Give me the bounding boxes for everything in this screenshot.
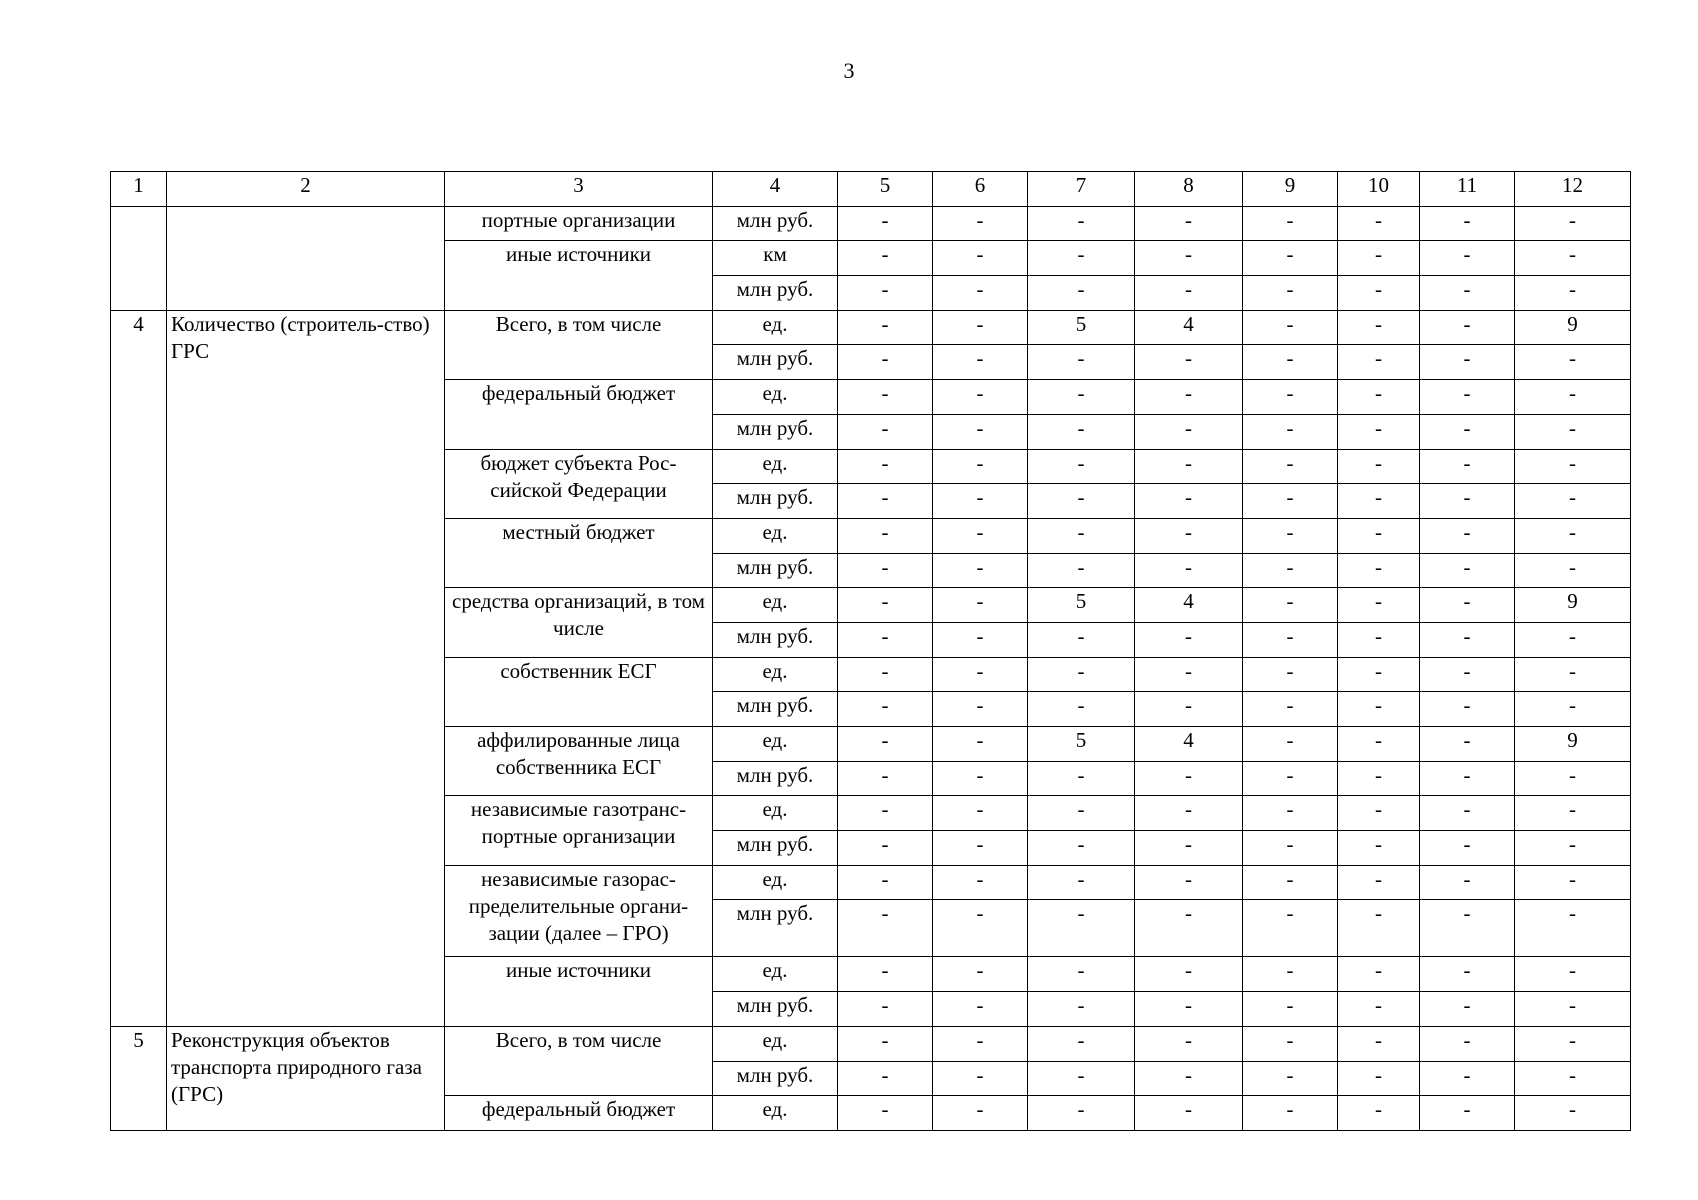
value-cell: - bbox=[1243, 1096, 1338, 1131]
value-cell: - bbox=[1338, 796, 1420, 831]
value-cell: - bbox=[838, 310, 933, 345]
header-cell: 6 bbox=[933, 172, 1028, 207]
value-cell: - bbox=[1135, 414, 1243, 449]
value-cell: - bbox=[838, 865, 933, 900]
value-cell: - bbox=[838, 241, 933, 276]
value-cell: - bbox=[1028, 831, 1135, 866]
value-cell: - bbox=[1028, 345, 1135, 380]
unit-cell: ед. bbox=[713, 1096, 838, 1131]
funding-source: бюджет субъекта Рос-сийской Федерации bbox=[445, 449, 713, 518]
header-cell: 4 bbox=[713, 172, 838, 207]
value-cell: - bbox=[933, 622, 1028, 657]
value-cell: - bbox=[1515, 414, 1631, 449]
value-cell: - bbox=[1515, 449, 1631, 484]
value-cell: - bbox=[838, 1096, 933, 1131]
funding-source: местный бюджет bbox=[445, 518, 713, 587]
value-cell: - bbox=[1338, 727, 1420, 762]
value-cell: - bbox=[1243, 345, 1338, 380]
value-cell: - bbox=[1420, 1061, 1515, 1096]
value-cell: - bbox=[1028, 622, 1135, 657]
value-cell: - bbox=[1135, 957, 1243, 992]
value-cell: - bbox=[1028, 1026, 1135, 1061]
value-cell: - bbox=[1420, 380, 1515, 415]
value-cell: - bbox=[1028, 518, 1135, 553]
value-cell: - bbox=[933, 1096, 1028, 1131]
value-cell: - bbox=[1243, 206, 1338, 241]
unit-cell: млн руб. bbox=[713, 553, 838, 588]
value-cell: - bbox=[838, 992, 933, 1027]
value-cell: - bbox=[1135, 761, 1243, 796]
value-cell: - bbox=[1515, 206, 1631, 241]
header-cell: 10 bbox=[1338, 172, 1420, 207]
value-cell: - bbox=[1338, 484, 1420, 519]
unit-cell: ед. bbox=[713, 657, 838, 692]
value-cell: - bbox=[1135, 241, 1243, 276]
value-cell: 4 bbox=[1135, 727, 1243, 762]
value-cell: - bbox=[933, 449, 1028, 484]
unit-cell: ед. bbox=[713, 1026, 838, 1061]
value-cell: - bbox=[933, 276, 1028, 311]
value-cell: 4 bbox=[1135, 310, 1243, 345]
value-cell: - bbox=[1028, 957, 1135, 992]
header-cell: 5 bbox=[838, 172, 933, 207]
value-cell: - bbox=[1420, 276, 1515, 311]
data-table bbox=[110, 171, 1631, 1131]
value-cell: - bbox=[1338, 1061, 1420, 1096]
value-cell: - bbox=[933, 588, 1028, 623]
value-cell: - bbox=[933, 241, 1028, 276]
value-cell: - bbox=[1515, 831, 1631, 866]
value-cell: - bbox=[1420, 657, 1515, 692]
value-cell: - bbox=[933, 518, 1028, 553]
value-cell: - bbox=[838, 206, 933, 241]
value-cell: - bbox=[838, 518, 933, 553]
table-row bbox=[111, 206, 1631, 241]
value-cell: - bbox=[1028, 241, 1135, 276]
value-cell: - bbox=[1338, 957, 1420, 992]
value-cell: - bbox=[1243, 380, 1338, 415]
value-cell: - bbox=[1243, 414, 1338, 449]
value-cell: - bbox=[1243, 727, 1338, 762]
value-cell: - bbox=[1135, 1061, 1243, 1096]
value-cell: - bbox=[1515, 622, 1631, 657]
funding-source: портные организации bbox=[445, 206, 713, 241]
value-cell: - bbox=[1420, 518, 1515, 553]
value-cell: - bbox=[1338, 865, 1420, 900]
value-cell: - bbox=[1028, 553, 1135, 588]
value-cell: - bbox=[1135, 276, 1243, 311]
value-cell: - bbox=[1515, 992, 1631, 1027]
value-cell: - bbox=[1135, 796, 1243, 831]
value-cell: - bbox=[838, 380, 933, 415]
unit-cell: млн руб. bbox=[713, 276, 838, 311]
header-cell: 2 bbox=[167, 172, 445, 207]
value-cell: - bbox=[1028, 484, 1135, 519]
header-cell: 1 bbox=[111, 172, 167, 207]
value-cell: - bbox=[1028, 380, 1135, 415]
value-cell: - bbox=[1243, 796, 1338, 831]
table-row bbox=[111, 1026, 1631, 1061]
value-cell: - bbox=[1028, 1061, 1135, 1096]
value-cell: - bbox=[1243, 1061, 1338, 1096]
value-cell: - bbox=[1338, 1096, 1420, 1131]
value-cell: - bbox=[1135, 900, 1243, 957]
value-cell: - bbox=[1420, 865, 1515, 900]
unit-cell: ед. bbox=[713, 518, 838, 553]
funding-source: собственник ЕСГ bbox=[445, 657, 713, 726]
value-cell: - bbox=[1420, 727, 1515, 762]
value-cell: - bbox=[1338, 380, 1420, 415]
value-cell: - bbox=[1243, 276, 1338, 311]
value-cell: - bbox=[1338, 553, 1420, 588]
header-cell: 8 bbox=[1135, 172, 1243, 207]
value-cell: - bbox=[1135, 692, 1243, 727]
value-cell: - bbox=[1243, 241, 1338, 276]
value-cell: - bbox=[838, 345, 933, 380]
value-cell: - bbox=[933, 831, 1028, 866]
value-cell: - bbox=[1515, 796, 1631, 831]
unit-cell: ед. bbox=[713, 796, 838, 831]
value-cell: - bbox=[1243, 310, 1338, 345]
value-cell: - bbox=[1028, 692, 1135, 727]
value-cell: - bbox=[1515, 657, 1631, 692]
value-cell: - bbox=[1338, 761, 1420, 796]
unit-cell: ед. bbox=[713, 727, 838, 762]
unit-cell: ед. bbox=[713, 957, 838, 992]
value-cell: - bbox=[933, 761, 1028, 796]
value-cell: - bbox=[838, 761, 933, 796]
header-cell: 9 bbox=[1243, 172, 1338, 207]
value-cell: - bbox=[1243, 761, 1338, 796]
unit-cell: км bbox=[713, 241, 838, 276]
value-cell: - bbox=[1028, 276, 1135, 311]
value-cell: - bbox=[838, 900, 933, 957]
value-cell: - bbox=[1243, 449, 1338, 484]
value-cell: - bbox=[838, 588, 933, 623]
value-cell: - bbox=[1135, 622, 1243, 657]
value-cell: - bbox=[1420, 241, 1515, 276]
value-cell: - bbox=[1135, 831, 1243, 866]
value-cell: - bbox=[1515, 553, 1631, 588]
value-cell: - bbox=[1028, 796, 1135, 831]
value-cell: - bbox=[1243, 865, 1338, 900]
value-cell: - bbox=[1243, 484, 1338, 519]
value-cell: - bbox=[1420, 449, 1515, 484]
value-cell: - bbox=[1338, 345, 1420, 380]
unit-cell: ед. bbox=[713, 865, 838, 900]
value-cell: - bbox=[1338, 414, 1420, 449]
value-cell: - bbox=[838, 692, 933, 727]
header-cell: 3 bbox=[445, 172, 713, 207]
header-cell: 7 bbox=[1028, 172, 1135, 207]
value-cell: - bbox=[1420, 992, 1515, 1027]
value-cell: - bbox=[1028, 900, 1135, 957]
value-cell: - bbox=[1420, 957, 1515, 992]
value-cell: - bbox=[1420, 345, 1515, 380]
value-cell: - bbox=[933, 553, 1028, 588]
value-cell: - bbox=[1243, 622, 1338, 657]
unit-cell: млн руб. bbox=[713, 992, 838, 1027]
unit-cell: ед. bbox=[713, 449, 838, 484]
value-cell: - bbox=[1338, 588, 1420, 623]
value-cell: - bbox=[933, 727, 1028, 762]
value-cell: - bbox=[1420, 831, 1515, 866]
value-cell: - bbox=[1515, 380, 1631, 415]
value-cell: - bbox=[1515, 761, 1631, 796]
value-cell: 4 bbox=[1135, 588, 1243, 623]
value-cell: - bbox=[838, 727, 933, 762]
value-cell: - bbox=[838, 1026, 933, 1061]
value-cell: - bbox=[838, 957, 933, 992]
unit-cell: ед. bbox=[713, 380, 838, 415]
value-cell: - bbox=[1338, 692, 1420, 727]
row-number: 4 bbox=[111, 310, 167, 1026]
value-cell: - bbox=[1135, 484, 1243, 519]
table-row bbox=[111, 310, 1631, 345]
value-cell: - bbox=[933, 484, 1028, 519]
value-cell: 9 bbox=[1515, 310, 1631, 345]
unit-cell: млн руб. bbox=[713, 345, 838, 380]
funding-source: Всего, в том числе bbox=[445, 1026, 713, 1095]
value-cell: - bbox=[1135, 657, 1243, 692]
value-cell: - bbox=[933, 1061, 1028, 1096]
value-cell: - bbox=[1028, 657, 1135, 692]
value-cell: - bbox=[1420, 553, 1515, 588]
funding-source: аффилированные лица собственника ЕСГ bbox=[445, 727, 713, 796]
value-cell: - bbox=[1420, 796, 1515, 831]
value-cell: - bbox=[1028, 206, 1135, 241]
value-cell: - bbox=[1028, 865, 1135, 900]
value-cell: - bbox=[1028, 414, 1135, 449]
value-cell: - bbox=[1515, 957, 1631, 992]
funding-source: независимые газорас-пределительные органи-зации (далее – ГРО) bbox=[445, 865, 713, 957]
value-cell: - bbox=[1515, 276, 1631, 311]
row-number: 5 bbox=[111, 1026, 167, 1130]
value-cell: - bbox=[1338, 622, 1420, 657]
funding-source: иные источники bbox=[445, 241, 713, 310]
value-cell: - bbox=[1515, 865, 1631, 900]
value-cell: - bbox=[1338, 241, 1420, 276]
value-cell: - bbox=[1135, 865, 1243, 900]
value-cell: - bbox=[1135, 345, 1243, 380]
header-row bbox=[111, 172, 1631, 207]
value-cell: - bbox=[1243, 692, 1338, 727]
value-cell: - bbox=[1135, 992, 1243, 1027]
value-cell: - bbox=[1515, 1096, 1631, 1131]
value-cell: - bbox=[838, 449, 933, 484]
value-cell: - bbox=[1338, 831, 1420, 866]
unit-cell: млн руб. bbox=[713, 622, 838, 657]
value-cell: - bbox=[1515, 900, 1631, 957]
value-cell: - bbox=[1420, 1026, 1515, 1061]
value-cell: 5 bbox=[1028, 727, 1135, 762]
value-cell: - bbox=[1420, 900, 1515, 957]
value-cell: - bbox=[1338, 449, 1420, 484]
value-cell: - bbox=[1420, 761, 1515, 796]
indicator-name: Реконструкция объектов транспорта природного газа (ГРС) bbox=[167, 1026, 445, 1130]
value-cell: - bbox=[933, 657, 1028, 692]
value-cell: - bbox=[1135, 1026, 1243, 1061]
value-cell: - bbox=[1420, 588, 1515, 623]
funding-source: средства организаций, в том числе bbox=[445, 588, 713, 657]
value-cell: - bbox=[1338, 206, 1420, 241]
value-cell: - bbox=[1135, 553, 1243, 588]
value-cell: - bbox=[933, 206, 1028, 241]
value-cell: 9 bbox=[1515, 727, 1631, 762]
value-cell: - bbox=[1420, 1096, 1515, 1131]
funding-source: федеральный бюджет bbox=[445, 380, 713, 449]
value-cell: - bbox=[1338, 657, 1420, 692]
value-cell: - bbox=[1338, 992, 1420, 1027]
unit-cell: млн руб. bbox=[713, 414, 838, 449]
unit-cell: млн руб. bbox=[713, 900, 838, 957]
value-cell: - bbox=[1515, 1061, 1631, 1096]
value-cell: - bbox=[1243, 588, 1338, 623]
value-cell: - bbox=[933, 310, 1028, 345]
value-cell: - bbox=[1515, 692, 1631, 727]
unit-cell: ед. bbox=[713, 310, 838, 345]
value-cell: - bbox=[1135, 449, 1243, 484]
indicator-name: Количество (строитель-ство) ГРС bbox=[167, 310, 445, 1026]
unit-cell: млн руб. bbox=[713, 692, 838, 727]
value-cell: - bbox=[1515, 518, 1631, 553]
value-cell: - bbox=[1135, 1096, 1243, 1131]
value-cell: - bbox=[1243, 518, 1338, 553]
value-cell: - bbox=[838, 414, 933, 449]
value-cell: - bbox=[1028, 1096, 1135, 1131]
value-cell: - bbox=[838, 1061, 933, 1096]
value-cell: 5 bbox=[1028, 310, 1135, 345]
value-cell: - bbox=[933, 414, 1028, 449]
value-cell: - bbox=[1515, 1026, 1631, 1061]
value-cell: - bbox=[1243, 831, 1338, 866]
value-cell: - bbox=[1420, 622, 1515, 657]
funding-source: независимые газотранс-портные организации bbox=[445, 796, 713, 865]
value-cell: - bbox=[1515, 484, 1631, 519]
unit-cell: ед. bbox=[713, 588, 838, 623]
unit-cell: млн руб. bbox=[713, 761, 838, 796]
value-cell: - bbox=[1135, 518, 1243, 553]
value-cell: - bbox=[838, 657, 933, 692]
value-cell: - bbox=[838, 553, 933, 588]
value-cell: - bbox=[1243, 657, 1338, 692]
value-cell: - bbox=[933, 1026, 1028, 1061]
value-cell: - bbox=[1515, 345, 1631, 380]
value-cell: - bbox=[1338, 1026, 1420, 1061]
value-cell: - bbox=[1338, 900, 1420, 957]
header-cell: 11 bbox=[1420, 172, 1515, 207]
value-cell: - bbox=[1028, 761, 1135, 796]
unit-cell: млн руб. bbox=[713, 1061, 838, 1096]
value-cell: - bbox=[933, 957, 1028, 992]
header-cell: 12 bbox=[1515, 172, 1631, 207]
value-cell: - bbox=[1135, 206, 1243, 241]
value-cell: - bbox=[838, 622, 933, 657]
value-cell: - bbox=[933, 692, 1028, 727]
value-cell: - bbox=[933, 796, 1028, 831]
indicator-name bbox=[167, 206, 445, 310]
value-cell: - bbox=[933, 345, 1028, 380]
value-cell: - bbox=[1420, 310, 1515, 345]
value-cell: - bbox=[1420, 206, 1515, 241]
value-cell: - bbox=[838, 796, 933, 831]
value-cell: - bbox=[838, 831, 933, 866]
value-cell: - bbox=[1243, 900, 1338, 957]
value-cell: - bbox=[1420, 414, 1515, 449]
funding-source: иные источники bbox=[445, 957, 713, 1026]
value-cell: - bbox=[1420, 692, 1515, 727]
value-cell: - bbox=[933, 865, 1028, 900]
value-cell: - bbox=[838, 484, 933, 519]
funding-source: федеральный бюджет bbox=[445, 1096, 713, 1131]
value-cell: - bbox=[1028, 992, 1135, 1027]
value-cell: - bbox=[933, 380, 1028, 415]
unit-cell: млн руб. bbox=[713, 831, 838, 866]
value-cell: 5 bbox=[1028, 588, 1135, 623]
value-cell: - bbox=[1028, 449, 1135, 484]
unit-cell: млн руб. bbox=[713, 484, 838, 519]
value-cell: - bbox=[1515, 241, 1631, 276]
value-cell: - bbox=[1420, 484, 1515, 519]
value-cell: - bbox=[1243, 1026, 1338, 1061]
value-cell: - bbox=[933, 992, 1028, 1027]
unit-cell: млн руб. bbox=[713, 206, 838, 241]
funding-source: Всего, в том числе bbox=[445, 310, 713, 379]
value-cell: - bbox=[1243, 992, 1338, 1027]
row-number bbox=[111, 206, 167, 310]
value-cell: - bbox=[1243, 553, 1338, 588]
value-cell: - bbox=[1338, 276, 1420, 311]
value-cell: - bbox=[1135, 380, 1243, 415]
value-cell: - bbox=[1338, 310, 1420, 345]
value-cell: - bbox=[933, 900, 1028, 957]
value-cell: 9 bbox=[1515, 588, 1631, 623]
value-cell: - bbox=[838, 276, 933, 311]
page-number: 3 bbox=[843, 58, 855, 83]
value-cell: - bbox=[1338, 518, 1420, 553]
value-cell: - bbox=[1243, 957, 1338, 992]
